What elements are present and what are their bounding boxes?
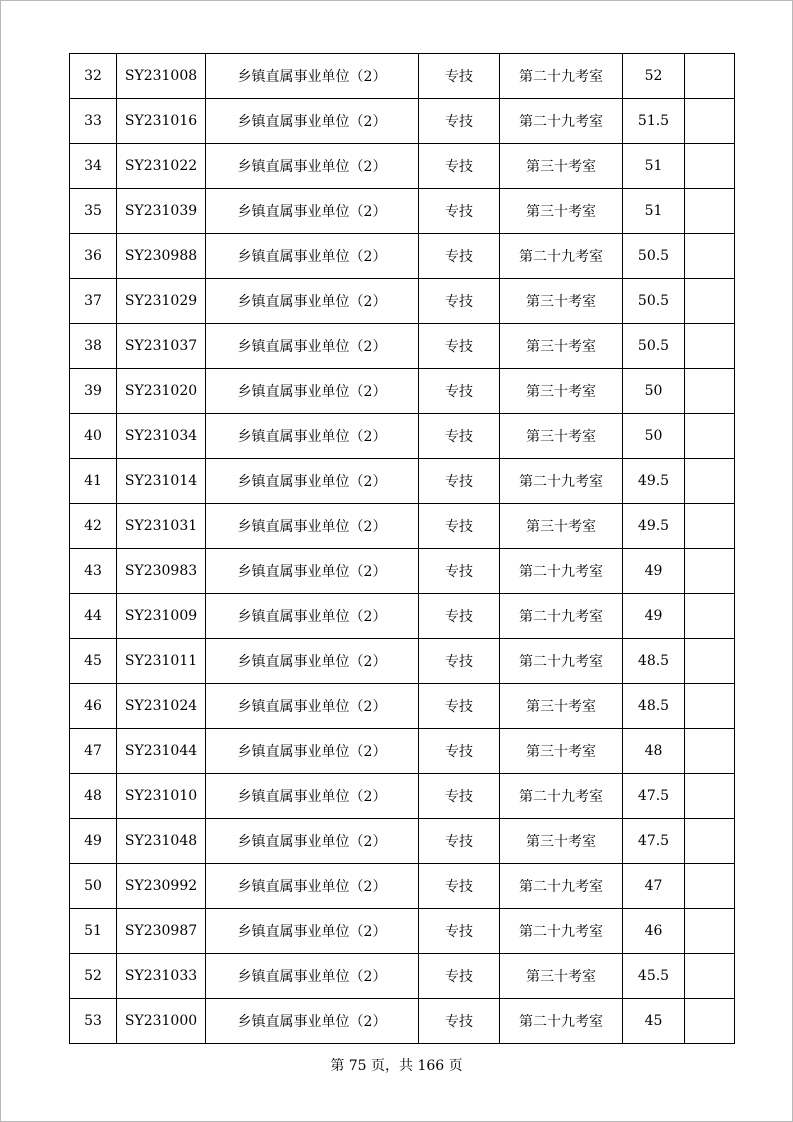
row-number-cell: 37 [70, 279, 117, 324]
remark-cell [685, 279, 735, 324]
table-row [70, 549, 735, 594]
exam-room-cell: 第三十考室 [500, 684, 623, 729]
row-number-cell: 47 [70, 729, 117, 774]
unit-name-cell: 乡镇直属事业单位（2） [206, 369, 419, 414]
row-number-cell: 52 [70, 954, 117, 999]
score-cell: 50 [623, 414, 685, 459]
category-cell: 专技 [419, 864, 500, 909]
exam-id-cell: SY231022 [117, 144, 206, 189]
category-cell: 专技 [419, 189, 500, 234]
score-table [69, 53, 735, 1044]
row-number-cell: 43 [70, 549, 117, 594]
remark-cell [685, 864, 735, 909]
table-body [70, 54, 735, 1044]
unit-name-cell: 乡镇直属事业单位（2） [206, 99, 419, 144]
score-cell: 46 [623, 909, 685, 954]
exam-room-cell: 第二十九考室 [500, 459, 623, 504]
category-cell: 专技 [419, 729, 500, 774]
unit-name-cell: 乡镇直属事业单位（2） [206, 819, 419, 864]
score-cell: 50.5 [623, 234, 685, 279]
exam-id-cell: SY230987 [117, 909, 206, 954]
exam-id-cell: SY231009 [117, 594, 206, 639]
remark-cell [685, 144, 735, 189]
score-cell: 50.5 [623, 279, 685, 324]
unit-name-cell: 乡镇直属事业单位（2） [206, 729, 419, 774]
exam-room-cell: 第三十考室 [500, 189, 623, 234]
table-row [70, 594, 735, 639]
category-cell: 专技 [419, 54, 500, 99]
exam-room-cell: 第三十考室 [500, 414, 623, 459]
page-number-footer: 第 75 页，共 166 页 [330, 1058, 463, 1074]
table-row [70, 369, 735, 414]
exam-id-cell: SY231011 [117, 639, 206, 684]
exam-id-cell: SY231034 [117, 414, 206, 459]
table-row [70, 459, 735, 504]
category-cell: 专技 [419, 819, 500, 864]
remark-cell [685, 189, 735, 234]
exam-id-cell: SY230983 [117, 549, 206, 594]
unit-name-cell: 乡镇直属事业单位（2） [206, 189, 419, 234]
unit-name-cell: 乡镇直属事业单位（2） [206, 504, 419, 549]
score-cell: 49.5 [623, 504, 685, 549]
row-number-cell: 45 [70, 639, 117, 684]
score-cell: 51.5 [623, 99, 685, 144]
table-row [70, 324, 735, 369]
remark-cell [685, 504, 735, 549]
exam-room-cell: 第二十九考室 [500, 864, 623, 909]
row-number-cell: 33 [70, 99, 117, 144]
remark-cell [685, 819, 735, 864]
table-row [70, 279, 735, 324]
table-row [70, 99, 735, 144]
remark-cell [685, 54, 735, 99]
unit-name-cell: 乡镇直属事业单位（2） [206, 684, 419, 729]
table-row [70, 774, 735, 819]
unit-name-cell: 乡镇直属事业单位（2） [206, 414, 419, 459]
exam-room-cell: 第三十考室 [500, 729, 623, 774]
unit-name-cell: 乡镇直属事业单位（2） [206, 639, 419, 684]
row-number-cell: 49 [70, 819, 117, 864]
category-cell: 专技 [419, 909, 500, 954]
exam-room-cell: 第三十考室 [500, 954, 623, 999]
row-number-cell: 39 [70, 369, 117, 414]
table-row [70, 414, 735, 459]
remark-cell [685, 459, 735, 504]
row-number-cell: 35 [70, 189, 117, 234]
exam-room-cell: 第二十九考室 [500, 54, 623, 99]
score-cell: 47 [623, 864, 685, 909]
exam-id-cell: SY231008 [117, 54, 206, 99]
remark-cell [685, 324, 735, 369]
remark-cell [685, 549, 735, 594]
remark-cell [685, 684, 735, 729]
exam-id-cell: SY231031 [117, 504, 206, 549]
unit-name-cell: 乡镇直属事业单位（2） [206, 594, 419, 639]
category-cell: 专技 [419, 99, 500, 144]
exam-room-cell: 第二十九考室 [500, 549, 623, 594]
remark-cell [685, 99, 735, 144]
table-row [70, 54, 735, 99]
remark-cell [685, 369, 735, 414]
exam-id-cell: SY231020 [117, 369, 206, 414]
exam-id-cell: SY230992 [117, 864, 206, 909]
exam-room-cell: 第二十九考室 [500, 639, 623, 684]
exam-id-cell: SY231044 [117, 729, 206, 774]
row-number-cell: 32 [70, 54, 117, 99]
category-cell: 专技 [419, 954, 500, 999]
unit-name-cell: 乡镇直属事业单位（2） [206, 864, 419, 909]
exam-room-cell: 第三十考室 [500, 504, 623, 549]
table-row [70, 504, 735, 549]
exam-room-cell: 第三十考室 [500, 369, 623, 414]
row-number-cell: 48 [70, 774, 117, 819]
table-row [70, 684, 735, 729]
table-row [70, 729, 735, 774]
category-cell: 专技 [419, 459, 500, 504]
row-number-cell: 44 [70, 594, 117, 639]
unit-name-cell: 乡镇直属事业单位（2） [206, 954, 419, 999]
exam-room-cell: 第二十九考室 [500, 999, 623, 1044]
remark-cell [685, 594, 735, 639]
score-cell: 50.5 [623, 324, 685, 369]
category-cell: 专技 [419, 999, 500, 1044]
score-cell: 47.5 [623, 819, 685, 864]
category-cell: 专技 [419, 774, 500, 819]
category-cell: 专技 [419, 549, 500, 594]
score-cell: 45 [623, 999, 685, 1044]
category-cell: 专技 [419, 279, 500, 324]
row-number-cell: 40 [70, 414, 117, 459]
remark-cell [685, 909, 735, 954]
exam-id-cell: SY231010 [117, 774, 206, 819]
unit-name-cell: 乡镇直属事业单位（2） [206, 234, 419, 279]
exam-room-cell: 第二十九考室 [500, 594, 623, 639]
score-cell: 49 [623, 549, 685, 594]
exam-id-cell: SY231014 [117, 459, 206, 504]
category-cell: 专技 [419, 414, 500, 459]
unit-name-cell: 乡镇直属事业单位（2） [206, 144, 419, 189]
exam-room-cell: 第二十九考室 [500, 99, 623, 144]
exam-id-cell: SY231029 [117, 279, 206, 324]
table-row [70, 909, 735, 954]
score-cell: 48.5 [623, 639, 685, 684]
category-cell: 专技 [419, 504, 500, 549]
table-row [70, 999, 735, 1044]
score-cell: 52 [623, 54, 685, 99]
remark-cell [685, 729, 735, 774]
remark-cell [685, 954, 735, 999]
remark-cell [685, 639, 735, 684]
category-cell: 专技 [419, 324, 500, 369]
remark-cell [685, 999, 735, 1044]
score-cell: 51 [623, 189, 685, 234]
exam-room-cell: 第三十考室 [500, 324, 623, 369]
exam-id-cell: SY231000 [117, 999, 206, 1044]
unit-name-cell: 乡镇直属事业单位（2） [206, 324, 419, 369]
category-cell: 专技 [419, 369, 500, 414]
unit-name-cell: 乡镇直属事业单位（2） [206, 54, 419, 99]
exam-room-cell: 第二十九考室 [500, 909, 623, 954]
row-number-cell: 50 [70, 864, 117, 909]
remark-cell [685, 774, 735, 819]
row-number-cell: 46 [70, 684, 117, 729]
exam-room-cell: 第三十考室 [500, 144, 623, 189]
exam-id-cell: SY231016 [117, 99, 206, 144]
score-cell: 48.5 [623, 684, 685, 729]
table-row [70, 234, 735, 279]
exam-id-cell: SY231024 [117, 684, 206, 729]
exam-room-cell: 第三十考室 [500, 819, 623, 864]
table-row [70, 639, 735, 684]
category-cell: 专技 [419, 144, 500, 189]
score-cell: 51 [623, 144, 685, 189]
exam-id-cell: SY231039 [117, 189, 206, 234]
exam-room-cell: 第三十考室 [500, 279, 623, 324]
table-row [70, 819, 735, 864]
score-cell: 50 [623, 369, 685, 414]
score-cell: 47.5 [623, 774, 685, 819]
unit-name-cell: 乡镇直属事业单位（2） [206, 909, 419, 954]
row-number-cell: 38 [70, 324, 117, 369]
unit-name-cell: 乡镇直属事业单位（2） [206, 279, 419, 324]
category-cell: 专技 [419, 594, 500, 639]
score-cell: 49 [623, 594, 685, 639]
score-cell: 45.5 [623, 954, 685, 999]
table-row [70, 954, 735, 999]
category-cell: 专技 [419, 684, 500, 729]
unit-name-cell: 乡镇直属事业单位（2） [206, 999, 419, 1044]
unit-name-cell: 乡镇直属事业单位（2） [206, 549, 419, 594]
row-number-cell: 34 [70, 144, 117, 189]
exam-room-cell: 第二十九考室 [500, 774, 623, 819]
score-cell: 48 [623, 729, 685, 774]
row-number-cell: 36 [70, 234, 117, 279]
unit-name-cell: 乡镇直属事业单位（2） [206, 459, 419, 504]
table-row [70, 864, 735, 909]
exam-id-cell: SY231033 [117, 954, 206, 999]
row-number-cell: 42 [70, 504, 117, 549]
exam-room-cell: 第二十九考室 [500, 234, 623, 279]
row-number-cell: 51 [70, 909, 117, 954]
row-number-cell: 53 [70, 999, 117, 1044]
exam-id-cell: SY231048 [117, 819, 206, 864]
exam-id-cell: SY230988 [117, 234, 206, 279]
category-cell: 专技 [419, 234, 500, 279]
exam-id-cell: SY231037 [117, 324, 206, 369]
remark-cell [685, 414, 735, 459]
score-cell: 49.5 [623, 459, 685, 504]
row-number-cell: 41 [70, 459, 117, 504]
table-row [70, 144, 735, 189]
category-cell: 专技 [419, 639, 500, 684]
unit-name-cell: 乡镇直属事业单位（2） [206, 774, 419, 819]
table-row [70, 189, 735, 234]
remark-cell [685, 234, 735, 279]
